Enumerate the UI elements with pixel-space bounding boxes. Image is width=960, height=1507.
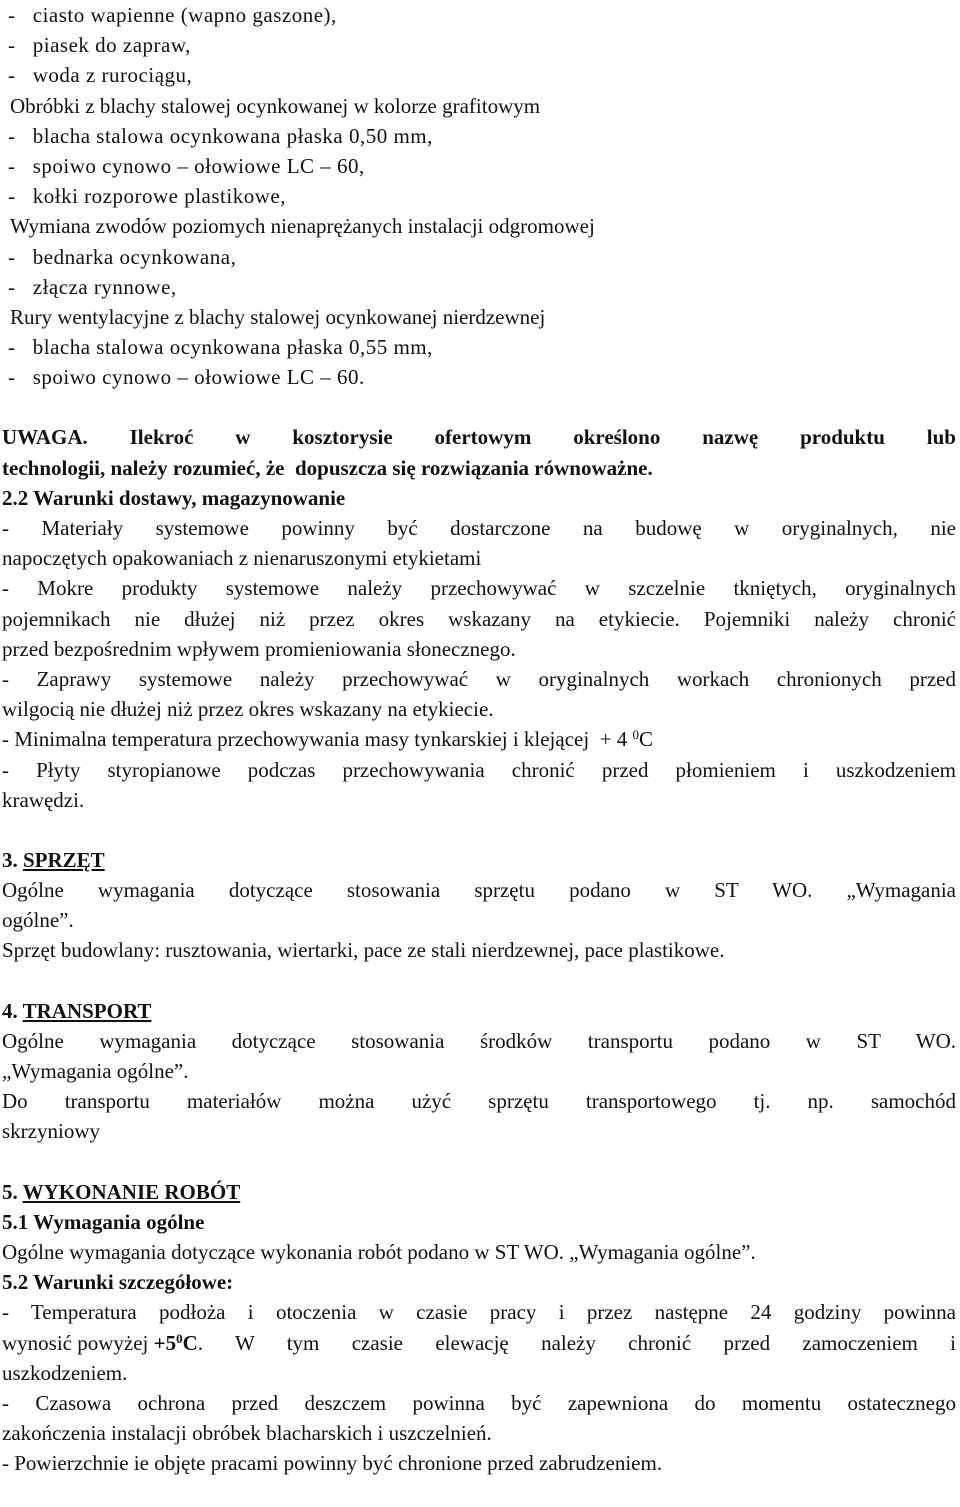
section-5-2-heading: 5.2 Warunki szczegółowe: [2,1270,234,1295]
material-item: - bednarka ocynkowana, [8,244,237,269]
section-title: SPRZĘT [23,847,105,872]
material-item: - piasek do zapraw, [8,33,191,58]
section-number: 3. [2,847,23,872]
paragraph-line: uszkodzeniem. [2,1360,128,1385]
paragraph-line: Ogólne wymagania dotyczące wykonania robót podano w ST WO. „Wymagania ogólne”. [2,1239,756,1264]
spacer [2,1147,956,1177]
heading-obrobki: Obróbki z blachy stalowej ocynkowanej w kolorze grafitowym [10,93,541,118]
spacer [2,815,956,845]
paragraph-line: Ogólne wymagania dotyczące stosowania sprzętu podano w ST WO. „Wymagania [2,878,956,903]
uwaga-note-line: UWAGA. Ilekroć w kosztorysie ofertowym określono nazwę produktu lub [2,425,956,450]
section-title: TRANSPORT [22,998,152,1023]
section-number: 4. [2,998,23,1023]
superscript: 0 [176,1330,183,1346]
spacer [2,392,956,422]
paragraph-line: ogólne”. [2,908,74,933]
paragraph-line: - Zaprawy systemowe należy przechowywać w oryginalnych workach chronionych przed [2,666,956,691]
section-5-1-heading: 5.1 Wymagania ogólne [2,1209,205,1234]
uwaga-note-line: technologii, należy rozumieć, że dopuszcza się rozwiązania równoważne. [2,455,653,480]
temperature-text: - Minimalna temperatura przechowywania masy tynkarskiej i klejącej + 4 [2,727,633,752]
section-5-heading [2,1177,956,1207]
paragraph-line: „Wymagania ogólne”. [2,1059,189,1083]
paragraph-line: Do transportu materiałów można użyć sprzętu transportowego tj. np. samochód [2,1089,956,1114]
paragraph-line: Ogólne wymagania dotyczące stosowania środków transportu podano w ST WO. [2,1028,956,1053]
section-number: 5. [2,1179,23,1204]
material-item: - woda z rurociągu, [8,63,193,88]
paragraph-line: - Czasowa ochrona przed deszczem powinna być zapewniona do momentu ostatecznego [2,1390,956,1415]
material-item: - spoiwo cynowo – ołowiowe LC – 60. [8,365,365,390]
paragraph-line: Sprzęt budowlany: rusztowania, wiertarki, pace ze stali nierdzewnej, pace plastikowe. [2,938,725,963]
paragraph-line: skrzyniowy [2,1119,100,1144]
heading-rury: Rury wentylacyjne z blachy stalowej ocynkowanej nierdzewnej [10,304,546,329]
material-item: - kołki rozporowe plastikowe, [8,184,286,209]
paragraph-line: wilgocią nie dłużej niż przez okres wskazany na etykiecie. [2,697,494,722]
paragraph-line: - Temperatura podłoża i otoczenia w czasie pracy i przez następne 24 godziny powinna [2,1300,956,1325]
material-item: - ciasto wapienne (wapno gaszone), [8,3,337,27]
paragraph-line: krawędzi. [2,787,85,812]
text-run: . W tym czasie elewację należy chronić przed zamoczeniem i [197,1330,956,1355]
paragraph-line: - Płyty styropianowe podczas przechowywania chronić przed płomieniem i uszkodzeniem [2,757,956,782]
material-item: - blacha stalowa ocynkowana płaska 0,55 mm, [8,335,433,360]
material-item: - spoiwo cynowo – ołowiowe LC – 60, [8,153,365,178]
paragraph-line: przed bezpośrednim wpływem promieniowania słonecznego. [2,636,516,661]
text-run: C [182,1330,198,1355]
superscript: 0 [632,727,640,743]
material-item: - złącza rynnowe, [8,274,177,299]
paragraph-line: napoczętych opakowaniach z nienaruszonymi etykietami [2,546,482,571]
text-run: wynosić powyżej [2,1330,154,1355]
paragraph-line: pojemnikach nie dłużej niż przez okres wskazany na etykiecie. Pojemniki należy chronić [2,606,956,631]
spacer [2,966,956,996]
heading-zwody: Wymiana zwodów poziomych nienaprężanych instalacji odgromowej [10,214,595,239]
material-item: - blacha stalowa ocynkowana płaska 0,50 mm, [8,123,433,148]
paragraph-line [2,1328,956,1358]
section-3-heading [2,845,956,875]
text-run: +5 [153,1330,177,1355]
paragraph-line: - Materiały systemowe powinny być dostarczone na budowę w oryginalnych, nie [2,516,956,540]
temperature-unit: C [639,727,654,752]
paragraph-line: zakończenia instalacji obróbek blacharskich i uszczelnień. [2,1421,492,1446]
paragraph-line: - Mokre produkty systemowe należy przechowywać w szczelnie tkniętych, oryginalnych [2,576,956,601]
section-title: WYKONANIE ROBÓT [22,1179,241,1204]
paragraph-line: - Powierzchnie ie objęte pracami powinny być chronione przed zabrudzeniem. [2,1451,663,1476]
section-2-2-heading: 2.2 Warunki dostawy, magazynowanie [2,485,346,510]
paragraph-line [2,724,956,754]
section-4-heading [2,996,956,1026]
